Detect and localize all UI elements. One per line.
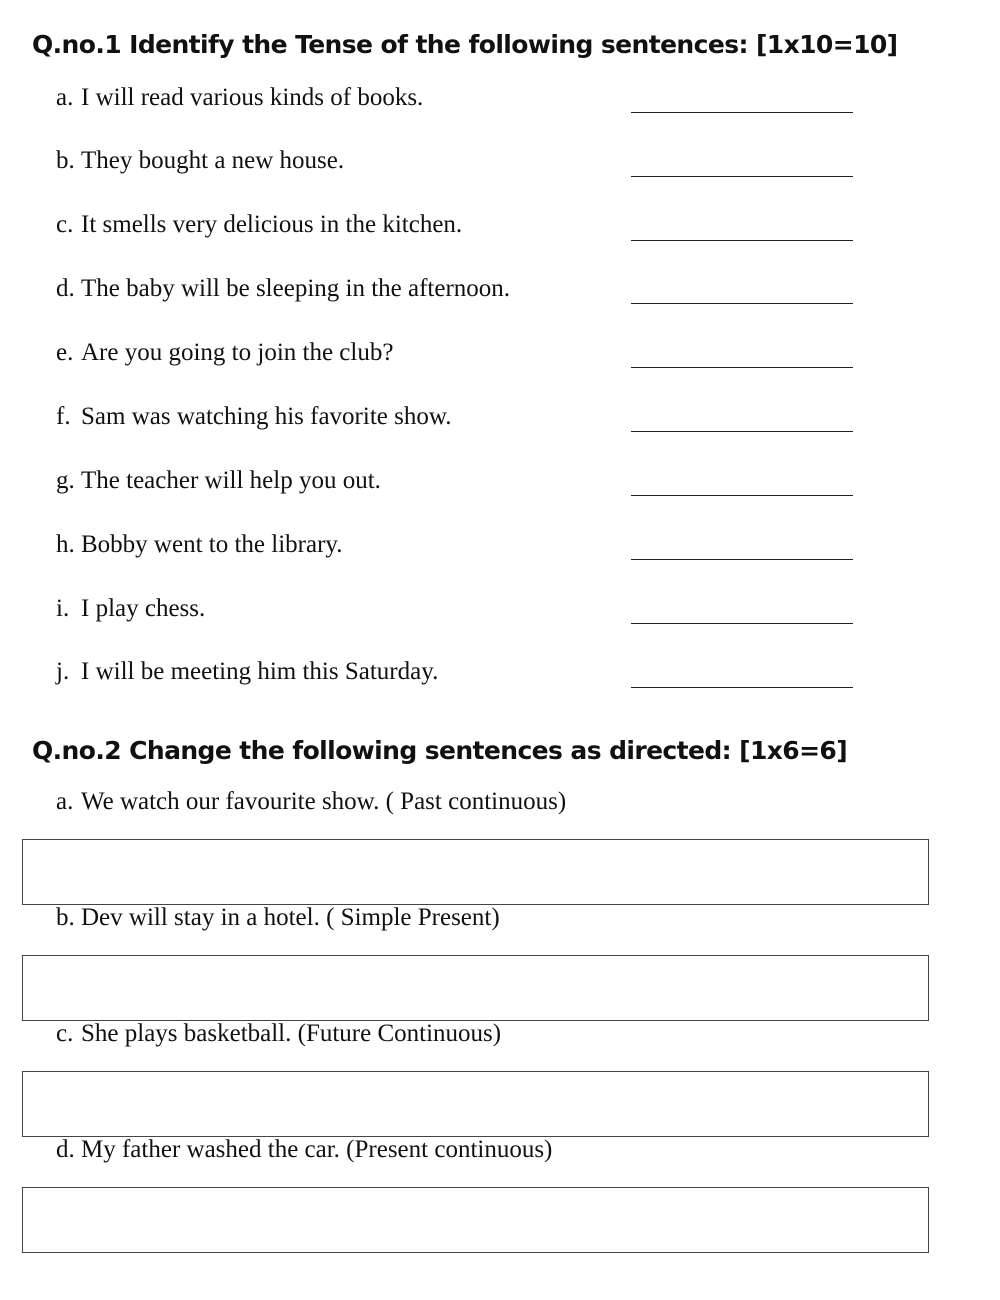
- item-letter: f.: [56, 403, 71, 430]
- q1-answer-blank-g[interactable]: [631, 495, 853, 496]
- item-text: I will read various kinds of books.: [81, 84, 424, 111]
- q1-item-g: [56, 467, 381, 495]
- q1-item-j: [56, 658, 438, 686]
- q2-answer-box-a[interactable]: [22, 839, 929, 905]
- q2-item-c: [56, 1020, 501, 1048]
- q2-answer-box-d[interactable]: [22, 1187, 929, 1253]
- item-text: They bought a new house.: [81, 147, 345, 174]
- item-letter: a.: [56, 788, 74, 815]
- item-text: The teacher will help you out.: [81, 467, 381, 494]
- q1-answer-blank-e[interactable]: [631, 367, 853, 368]
- item-text: It smells very delicious in the kitchen.: [81, 211, 463, 238]
- item-text: The baby will be sleeping in the afternoon.: [81, 275, 511, 302]
- q1-answer-blank-a[interactable]: [631, 112, 853, 113]
- item-text: Are you going to join the club?: [81, 339, 394, 366]
- item-text: Sam was watching his favorite show.: [81, 403, 452, 430]
- q1-item-d: [56, 275, 510, 303]
- item-letter: d.: [56, 1136, 75, 1163]
- item-text: Bobby went to the library.: [81, 531, 343, 558]
- q1-item-i: [56, 595, 205, 623]
- item-text: I play chess.: [81, 595, 206, 622]
- item-letter: b.: [56, 904, 75, 931]
- q1-answer-blank-c[interactable]: [631, 240, 853, 241]
- item-letter: d.: [56, 275, 75, 302]
- item-letter: g.: [56, 467, 75, 494]
- q2-item-b: [56, 904, 500, 932]
- q1-answer-blank-f[interactable]: [631, 431, 853, 432]
- q1-item-b: [56, 147, 344, 175]
- item-letter: b.: [56, 147, 75, 174]
- q2-heading: Q.no.2 Change the following sentences as directed: [1x6=6]: [32, 736, 848, 765]
- item-letter: h.: [56, 531, 75, 558]
- item-text: I will be meeting him this Saturday.: [81, 658, 439, 685]
- item-letter: e.: [56, 339, 74, 366]
- q1-answer-blank-j[interactable]: [631, 687, 853, 688]
- q1-answer-blank-i[interactable]: [631, 623, 853, 624]
- q1-item-h: [56, 531, 343, 559]
- item-text: Dev will stay in a hotel. ( Simple Present): [81, 904, 500, 931]
- q2-answer-box-b[interactable]: [22, 955, 929, 1021]
- item-text: We watch our favourite show. ( Past continuous): [81, 788, 567, 815]
- q1-answer-blank-b[interactable]: [631, 176, 853, 177]
- item-letter: j.: [56, 658, 70, 685]
- q1-answer-blank-h[interactable]: [631, 559, 853, 560]
- q1-item-c: [56, 211, 462, 239]
- q2-item-d: [56, 1136, 552, 1164]
- q2-item-a: [56, 788, 566, 816]
- item-text: She plays basketball. (Future Continuous): [81, 1020, 502, 1047]
- q1-heading: Q.no.1 Identify the Tense of the following sentences: [1x10=10]: [32, 30, 898, 59]
- q1-item-a: [56, 84, 423, 112]
- q1-item-f: [56, 403, 452, 431]
- item-letter: c.: [56, 211, 74, 238]
- q2-answer-box-c[interactable]: [22, 1071, 929, 1137]
- item-letter: a.: [56, 84, 74, 111]
- q1-item-e: [56, 339, 393, 367]
- item-letter: c.: [56, 1020, 74, 1047]
- q1-answer-blank-d[interactable]: [631, 303, 853, 304]
- item-letter: i.: [56, 595, 70, 622]
- item-text: My father washed the car. (Present continuous): [81, 1136, 553, 1163]
